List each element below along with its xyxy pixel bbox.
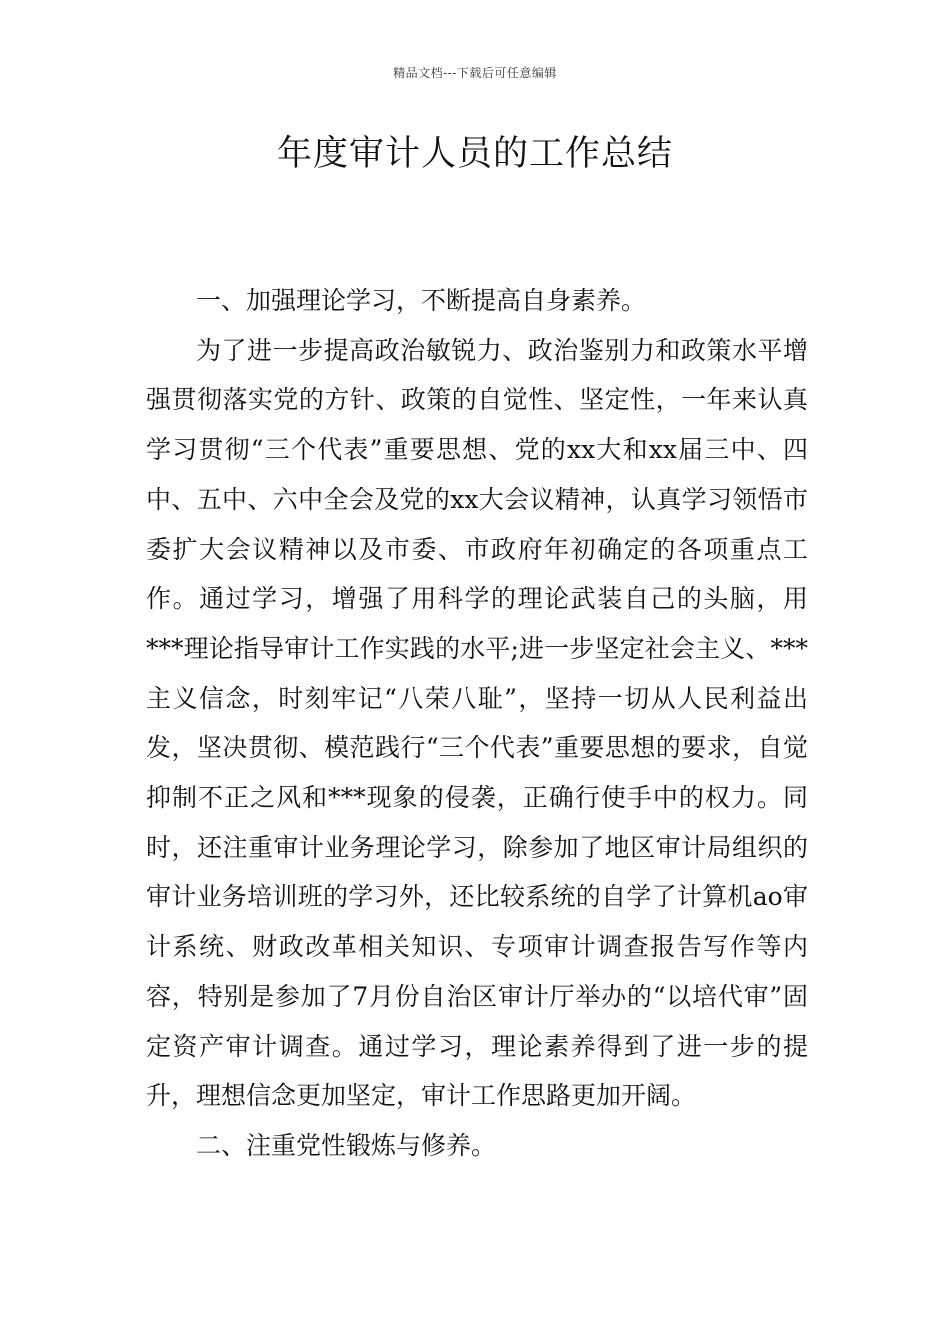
document-title: 年度审计人员的工作总结 xyxy=(276,134,673,174)
header-note: 精品文档---下载后可任意编辑 xyxy=(393,66,557,80)
document-body xyxy=(146,276,808,1171)
section-heading-2: 二、注重党性锻炼与修养。 xyxy=(196,1130,497,1160)
body-paragraph: 为了进一步提高政治敏锐力、政治鉴别力和政策水平增强贯彻落实党的方针、政策的自觉性、坚定性，一年来认真学习贯彻“三个代表”重要思想、党的xx大和xx届三中、四中、五中、六中全会及党的xx大会议精神，认真学习领悟市委扩大会议精神以及市委、市政府年初确定的各项重点工作。通过学习，增强了用科学的理论武装自己的头脑，用***理论指导审计工作实践的水平;进一步坚定社会主义、***主义信念，时刻牢记“八荣八耻”，坚持一切从人民利益出发，坚决贯彻、模范践行“三个代表”重要思想的要求，自觉抑制不正之风和***现象的侵袭，正确行使手中的权力。同时，还注重审计业务理论学习，除参加了地区审计局组织的审计业务培训班的学习外，还比较系统的自学了计算机ao审计系统、财政改革相关知识、专项审计调查报告写作等内容，特别是参加了7月份自治区审计厅举办的“以培代审”固定资产审计调查。通过学习，理论素养得到了进一步的提升，理想信念更加坚定，审计工作思路更加开阔。 xyxy=(146,335,808,1111)
section-heading-1: 一、加强理论学习，不断提高自身素养。 xyxy=(196,286,647,315)
